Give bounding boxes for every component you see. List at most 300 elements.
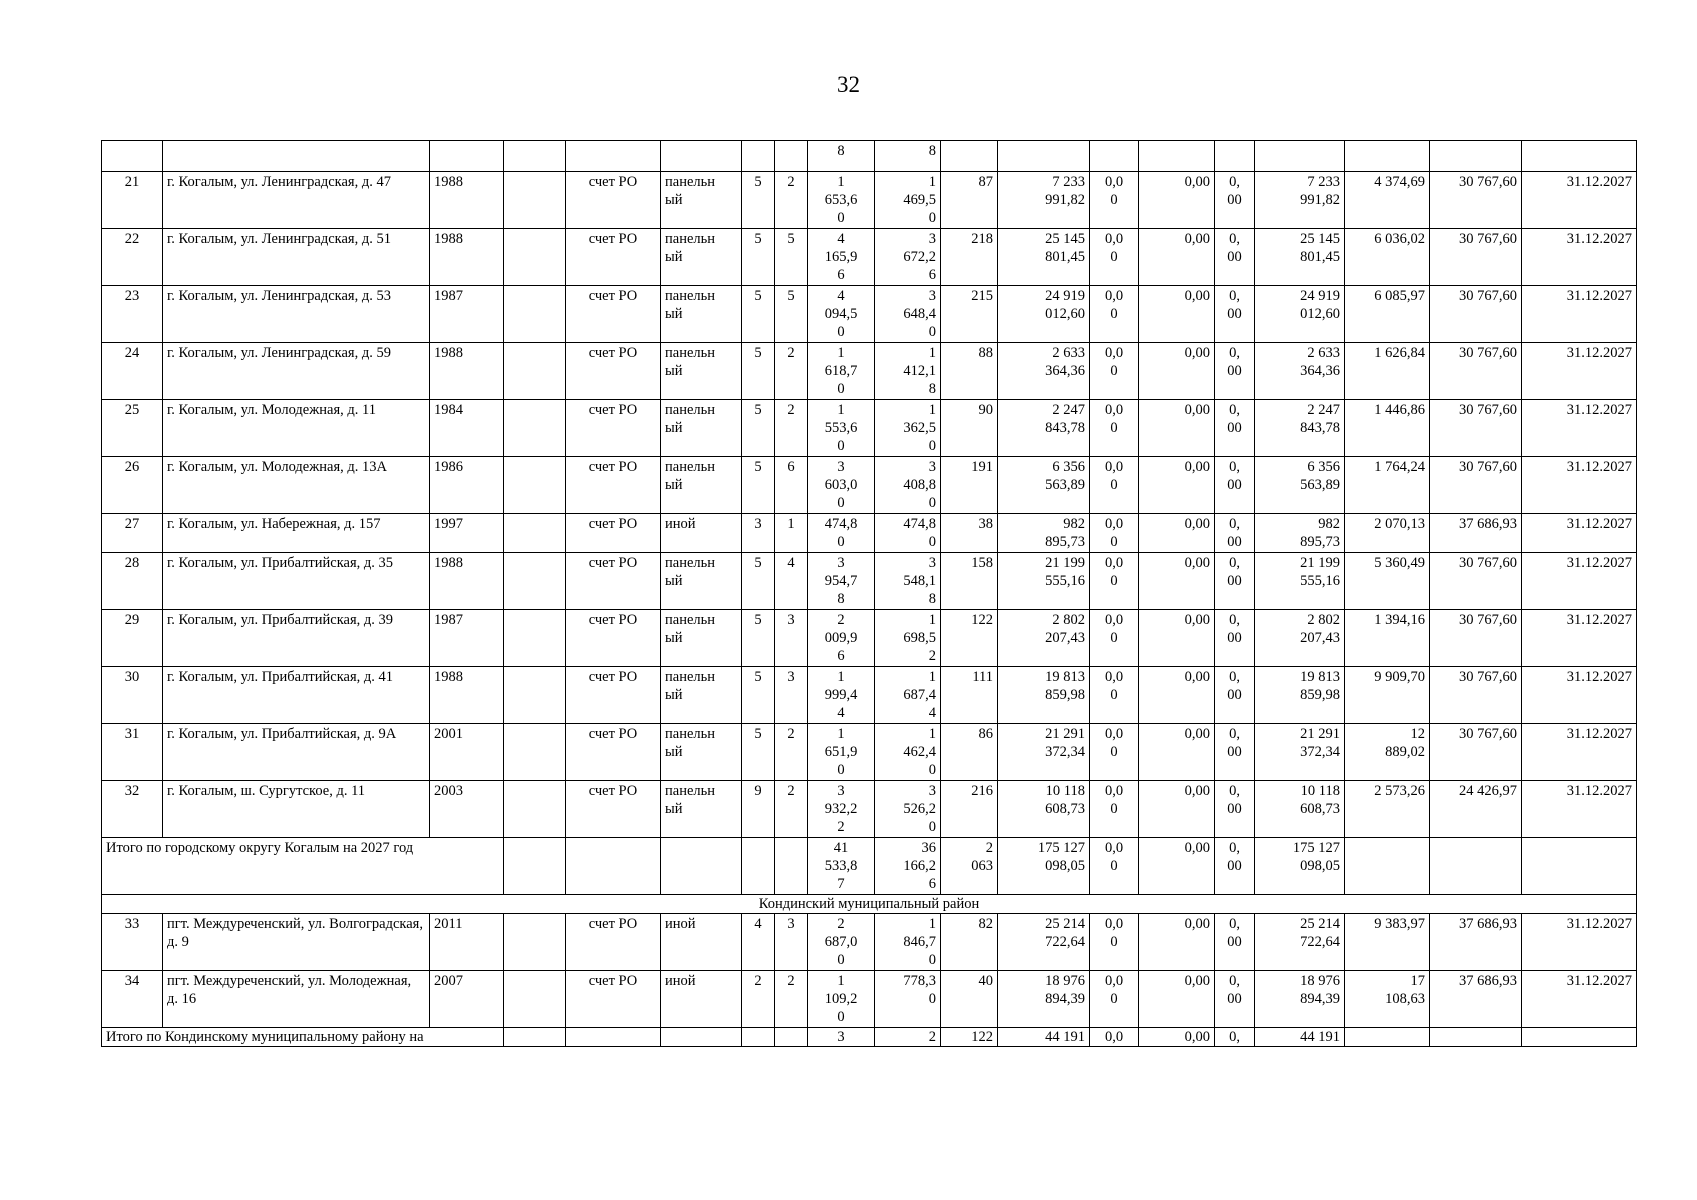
col14-cell: 0,00	[1139, 667, 1215, 724]
date-cell: 31.12.2027	[1522, 514, 1637, 553]
area-total-cell: 1 109,2 0	[808, 971, 875, 1028]
col14-cell: 0,00	[1139, 553, 1215, 610]
table-row	[102, 172, 1637, 229]
fund-cell: счет РО	[566, 724, 661, 781]
date-cell: 31.12.2027	[1522, 400, 1637, 457]
address-cell: г. Когалым, ул. Прибалтийская, д. 39	[163, 610, 430, 667]
year-cell: 2003	[430, 781, 504, 838]
col16-cell: 175 127 098,05	[1255, 838, 1345, 895]
col13-cell: 0,0 0	[1090, 781, 1139, 838]
col17-cell: 1 764,24	[1345, 457, 1430, 514]
date-cell: 31.12.2027	[1522, 971, 1637, 1028]
blank-cell	[742, 838, 775, 895]
blank-cell	[1430, 1028, 1522, 1047]
year-cell: 1987	[430, 286, 504, 343]
col13-cell: 0,0 0	[1090, 343, 1139, 400]
material-cell: панельн ый	[661, 781, 742, 838]
blank-cell	[1522, 1028, 1637, 1047]
area-living-cell: 36 166,2 6	[875, 838, 941, 895]
col18-cell: 30 767,60	[1430, 457, 1522, 514]
residents-cell: 218	[941, 229, 998, 286]
col14-cell: 0,00	[1139, 343, 1215, 400]
col18-cell	[1430, 141, 1522, 172]
residents-cell: 122	[941, 1028, 998, 1047]
address-cell: г. Когалым, ул. Молодежная, д. 13А	[163, 457, 430, 514]
entrances-cell: 2	[775, 400, 808, 457]
residents-cell: 87	[941, 172, 998, 229]
year-cell: 2011	[430, 914, 504, 971]
blank-cell	[1522, 838, 1637, 895]
blank-cell	[1345, 1028, 1430, 1047]
entrances-cell: 5	[775, 229, 808, 286]
table-row	[102, 610, 1637, 667]
col18-cell: 30 767,60	[1430, 724, 1522, 781]
col17-cell: 2 573,26	[1345, 781, 1430, 838]
address-cell: г. Когалым, ул. Набережная, д. 157	[163, 514, 430, 553]
residents-cell: 122	[941, 610, 998, 667]
area-living-cell: 3 648,4 0	[875, 286, 941, 343]
col15-cell: 0, 00	[1215, 400, 1255, 457]
area-living-cell: 474,8 0	[875, 514, 941, 553]
page-number: 32	[837, 72, 860, 97]
area-total-cell: 1 999,4 4	[808, 667, 875, 724]
blank-cell	[504, 838, 566, 895]
entrances-cell: 3	[775, 914, 808, 971]
area-total-cell: 1 651,9 0	[808, 724, 875, 781]
col17-cell: 6 036,02	[1345, 229, 1430, 286]
col16-cell: 24 919 012,60	[1255, 286, 1345, 343]
col14-cell: 0,00	[1139, 724, 1215, 781]
floors-cell: 5	[742, 229, 775, 286]
year-cell: 2007	[430, 971, 504, 1028]
table-row	[102, 229, 1637, 286]
col15-cell: 0, 00	[1215, 610, 1255, 667]
area-living-cell: 1 846,7 0	[875, 914, 941, 971]
fund-cell: счет РО	[566, 286, 661, 343]
blank-cell	[1430, 838, 1522, 895]
col17-cell: 4 374,69	[1345, 172, 1430, 229]
blank-cell	[504, 914, 566, 971]
blank-cell	[775, 838, 808, 895]
area-living-cell: 8	[875, 141, 941, 172]
residents-cell: 2 063	[941, 838, 998, 895]
area-total-cell: 1 553,6 0	[808, 400, 875, 457]
cost-cell: 6 356 563,89	[998, 457, 1090, 514]
area-total-cell: 3 932,2 2	[808, 781, 875, 838]
entrances-cell: 1	[775, 514, 808, 553]
entrances-cell: 2	[775, 724, 808, 781]
floors-cell: 5	[742, 457, 775, 514]
col17-cell: 17 108,63	[1345, 971, 1430, 1028]
total-label: Итого по городскому округу Когалым на 2027 год	[102, 838, 504, 895]
col16-cell: 18 976 894,39	[1255, 971, 1345, 1028]
col13-cell: 0,0 0	[1090, 971, 1139, 1028]
col16-cell: 19 813 859,98	[1255, 667, 1345, 724]
row-number: 21	[102, 172, 163, 229]
floors-cell: 5	[742, 724, 775, 781]
cost-cell: 21 199 555,16	[998, 553, 1090, 610]
material-cell: иной	[661, 914, 742, 971]
year-cell: 1997	[430, 514, 504, 553]
col17-cell: 9 383,97	[1345, 914, 1430, 971]
address-cell: г. Когалым, ул. Прибалтийская, д. 41	[163, 667, 430, 724]
material-cell: панельн ый	[661, 286, 742, 343]
material-cell: панельн ый	[661, 667, 742, 724]
date-cell: 31.12.2027	[1522, 724, 1637, 781]
entrances-cell: 5	[775, 286, 808, 343]
year-cell: 1988	[430, 172, 504, 229]
fund-cell: счет РО	[566, 229, 661, 286]
col17-cell	[1345, 141, 1430, 172]
residents-cell: 86	[941, 724, 998, 781]
col13-cell: 0,0 0	[1090, 610, 1139, 667]
col16-cell: 2 247 843,78	[1255, 400, 1345, 457]
row-number: 32	[102, 781, 163, 838]
residents-cell: 158	[941, 553, 998, 610]
fund-cell: счет РО	[566, 610, 661, 667]
year-cell: 1986	[430, 457, 504, 514]
col15-cell: 0, 00	[1215, 724, 1255, 781]
area-total-cell: 8	[808, 141, 875, 172]
blank-cell	[504, 971, 566, 1028]
blank-cell	[504, 1028, 566, 1047]
area-living-cell: 3 548,1 8	[875, 553, 941, 610]
area-total-cell: 1 618,7 0	[808, 343, 875, 400]
cost-cell: 982 895,73	[998, 514, 1090, 553]
address-cell: г. Когалым, ул. Ленинградская, д. 59	[163, 343, 430, 400]
date-cell: 31.12.2027	[1522, 229, 1637, 286]
fund-cell: счет РО	[566, 553, 661, 610]
residents-cell: 40	[941, 971, 998, 1028]
blank-cell	[1345, 838, 1430, 895]
cost-cell: 2 633 364,36	[998, 343, 1090, 400]
area-total-cell: 2 009,9 6	[808, 610, 875, 667]
col17-cell: 1 626,84	[1345, 343, 1430, 400]
floors-cell: 3	[742, 514, 775, 553]
blank-cell	[661, 838, 742, 895]
col16-cell: 2 633 364,36	[1255, 343, 1345, 400]
col16-cell: 6 356 563,89	[1255, 457, 1345, 514]
residents-cell: 90	[941, 400, 998, 457]
year-cell: 1984	[430, 400, 504, 457]
area-living-cell: 778,3 0	[875, 971, 941, 1028]
area-living-cell: 1 462,4 0	[875, 724, 941, 781]
date-cell: 31.12.2027	[1522, 781, 1637, 838]
col13-cell: 0,0	[1090, 1028, 1139, 1047]
blank-cell	[504, 141, 566, 172]
residents-cell	[941, 141, 998, 172]
residents-cell: 215	[941, 286, 998, 343]
cost-cell: 10 118 608,73	[998, 781, 1090, 838]
date-cell: 31.12.2027	[1522, 286, 1637, 343]
fund-cell: счет РО	[566, 971, 661, 1028]
entrances-cell	[775, 141, 808, 172]
blank-cell	[566, 1028, 661, 1047]
date-cell: 31.12.2027	[1522, 667, 1637, 724]
col18-cell: 37 686,93	[1430, 914, 1522, 971]
fund-cell: счет РО	[566, 457, 661, 514]
blank-cell	[504, 610, 566, 667]
area-living-cell: 1 469,5 0	[875, 172, 941, 229]
year-cell: 1988	[430, 229, 504, 286]
col14-cell: 0,00	[1139, 457, 1215, 514]
table-row	[102, 286, 1637, 343]
col13-cell: 0,0 0	[1090, 172, 1139, 229]
table-row	[102, 724, 1637, 781]
floors-cell: 5	[742, 553, 775, 610]
date-cell: 31.12.2027	[1522, 343, 1637, 400]
table-row	[102, 141, 1637, 172]
cost-cell: 24 919 012,60	[998, 286, 1090, 343]
col14-cell: 0,00	[1139, 914, 1215, 971]
row-number: 27	[102, 514, 163, 553]
col17-cell: 12 889,02	[1345, 724, 1430, 781]
row-number: 30	[102, 667, 163, 724]
col16-cell	[1255, 141, 1345, 172]
fund-cell: счет РО	[566, 667, 661, 724]
date-cell: 31.12.2027	[1522, 914, 1637, 971]
col14-cell: 0,00	[1139, 172, 1215, 229]
row-number: 25	[102, 400, 163, 457]
area-total-cell: 3	[808, 1028, 875, 1047]
table-row	[102, 971, 1637, 1028]
col15-cell: 0, 00	[1215, 781, 1255, 838]
col18-cell: 30 767,60	[1430, 286, 1522, 343]
col18-cell: 30 767,60	[1430, 229, 1522, 286]
address-cell: пгт. Междуреченский, ул. Волгоградская, д. 9	[163, 914, 430, 971]
col16-cell: 10 118 608,73	[1255, 781, 1345, 838]
table-row	[102, 400, 1637, 457]
floors-cell: 5	[742, 343, 775, 400]
blank-cell	[504, 553, 566, 610]
cost-cell: 25 145 801,45	[998, 229, 1090, 286]
table-row	[102, 514, 1637, 553]
address-cell: г. Когалым, ул. Прибалтийская, д. 35	[163, 553, 430, 610]
date-cell: 31.12.2027	[1522, 553, 1637, 610]
cost-cell: 175 127 098,05	[998, 838, 1090, 895]
date-cell: 31.12.2027	[1522, 457, 1637, 514]
cost-cell: 25 214 722,64	[998, 914, 1090, 971]
date-cell: 31.12.2027	[1522, 172, 1637, 229]
blank-cell	[504, 172, 566, 229]
entrances-cell: 4	[775, 553, 808, 610]
blank-cell	[504, 514, 566, 553]
area-living-cell: 1 698,5 2	[875, 610, 941, 667]
col15-cell: 0, 00	[1215, 971, 1255, 1028]
blank-cell	[504, 286, 566, 343]
blank-cell	[661, 1028, 742, 1047]
entrances-cell: 6	[775, 457, 808, 514]
residents-cell: 216	[941, 781, 998, 838]
col17-cell: 1 394,16	[1345, 610, 1430, 667]
address-cell	[163, 141, 430, 172]
fund-cell: счет РО	[566, 781, 661, 838]
year-cell: 1987	[430, 610, 504, 667]
material-cell: панельн ый	[661, 400, 742, 457]
col18-cell: 37 686,93	[1430, 514, 1522, 553]
floors-cell: 5	[742, 610, 775, 667]
col16-cell: 982 895,73	[1255, 514, 1345, 553]
col13-cell	[1090, 141, 1139, 172]
col16-cell: 25 145 801,45	[1255, 229, 1345, 286]
section-row	[102, 895, 1637, 914]
row-number: 33	[102, 914, 163, 971]
total-row	[102, 1028, 1637, 1047]
year-cell: 1988	[430, 553, 504, 610]
col14-cell: 0,00	[1139, 971, 1215, 1028]
col18-cell: 30 767,60	[1430, 172, 1522, 229]
col18-cell: 24 426,97	[1430, 781, 1522, 838]
row-number: 22	[102, 229, 163, 286]
section-title: Кондинский муниципальный район	[102, 895, 1637, 914]
blank-cell	[566, 838, 661, 895]
col14-cell: 0,00	[1139, 781, 1215, 838]
floors-cell: 5	[742, 172, 775, 229]
col14-cell: 0,00	[1139, 286, 1215, 343]
housing-repair-table	[101, 140, 1637, 1047]
cost-cell: 7 233 991,82	[998, 172, 1090, 229]
blank-cell	[504, 667, 566, 724]
year-cell: 1988	[430, 667, 504, 724]
blank-cell	[504, 457, 566, 514]
table-row	[102, 457, 1637, 514]
floors-cell: 2	[742, 971, 775, 1028]
fund-cell: счет РО	[566, 343, 661, 400]
col16-cell: 2 802 207,43	[1255, 610, 1345, 667]
col15-cell: 0, 00	[1215, 457, 1255, 514]
col15-cell: 0, 00	[1215, 229, 1255, 286]
col14-cell	[1139, 141, 1215, 172]
col14-cell: 0,00	[1139, 610, 1215, 667]
row-number: 28	[102, 553, 163, 610]
col15-cell: 0, 00	[1215, 343, 1255, 400]
row-number: 31	[102, 724, 163, 781]
cost-cell: 2 247 843,78	[998, 400, 1090, 457]
floors-cell: 5	[742, 286, 775, 343]
col18-cell: 30 767,60	[1430, 667, 1522, 724]
year-cell: 2001	[430, 724, 504, 781]
col18-cell: 30 767,60	[1430, 343, 1522, 400]
cost-cell: 2 802 207,43	[998, 610, 1090, 667]
residents-cell: 82	[941, 914, 998, 971]
floors-cell: 9	[742, 781, 775, 838]
date-cell: 31.12.2027	[1522, 610, 1637, 667]
col18-cell: 30 767,60	[1430, 400, 1522, 457]
col16-cell: 7 233 991,82	[1255, 172, 1345, 229]
col13-cell: 0,0 0	[1090, 400, 1139, 457]
address-cell: г. Когалым, ул. Ленинградская, д. 51	[163, 229, 430, 286]
blank-cell	[504, 724, 566, 781]
entrances-cell: 3	[775, 667, 808, 724]
area-total-cell: 3 603,0 0	[808, 457, 875, 514]
col15-cell: 0, 00	[1215, 667, 1255, 724]
material-cell: иной	[661, 514, 742, 553]
area-total-cell: 474,8 0	[808, 514, 875, 553]
table-row	[102, 343, 1637, 400]
floors-cell: 5	[742, 667, 775, 724]
col15-cell: 0, 00	[1215, 553, 1255, 610]
col13-cell: 0,0 0	[1090, 724, 1139, 781]
cost-cell: 18 976 894,39	[998, 971, 1090, 1028]
area-living-cell: 1 412,1 8	[875, 343, 941, 400]
fund-cell: счет РО	[566, 514, 661, 553]
fund-cell: счет РО	[566, 400, 661, 457]
material-cell: панельн ый	[661, 724, 742, 781]
col16-cell: 21 291 372,34	[1255, 724, 1345, 781]
residents-cell: 38	[941, 514, 998, 553]
total-row	[102, 838, 1637, 895]
col16-cell: 25 214 722,64	[1255, 914, 1345, 971]
row-number: 23	[102, 286, 163, 343]
material-cell: иной	[661, 971, 742, 1028]
blank-cell	[775, 1028, 808, 1047]
area-total-cell: 4 165,9 6	[808, 229, 875, 286]
col15-cell: 0, 00	[1215, 838, 1255, 895]
blank-cell	[742, 1028, 775, 1047]
blank-cell	[504, 229, 566, 286]
area-living-cell: 1 362,5 0	[875, 400, 941, 457]
row-number: 29	[102, 610, 163, 667]
table-row	[102, 553, 1637, 610]
area-total-cell: 2 687,0 0	[808, 914, 875, 971]
material-cell: панельн ый	[661, 457, 742, 514]
col15-cell: 0, 00	[1215, 172, 1255, 229]
table-row	[102, 667, 1637, 724]
area-total-cell: 3 954,7 8	[808, 553, 875, 610]
col17-cell: 5 360,49	[1345, 553, 1430, 610]
col13-cell: 0,0 0	[1090, 914, 1139, 971]
address-cell: пгт. Междуреченский, ул. Молодежная, д. 16	[163, 971, 430, 1028]
col16-cell: 44 191	[1255, 1028, 1345, 1047]
address-cell: г. Когалым, ш. Сургутское, д. 11	[163, 781, 430, 838]
cost-cell	[998, 141, 1090, 172]
col17-cell: 6 085,97	[1345, 286, 1430, 343]
table-row	[102, 781, 1637, 838]
address-cell: г. Когалым, ул. Прибалтийская, д. 9А	[163, 724, 430, 781]
area-total-cell: 4 094,5 0	[808, 286, 875, 343]
col13-cell: 0,0 0	[1090, 667, 1139, 724]
material-cell	[661, 141, 742, 172]
cost-cell: 19 813 859,98	[998, 667, 1090, 724]
residents-cell: 111	[941, 667, 998, 724]
entrances-cell: 3	[775, 610, 808, 667]
floors-cell	[742, 141, 775, 172]
entrances-cell: 2	[775, 172, 808, 229]
col15-cell: 0, 00	[1215, 914, 1255, 971]
row-number: 26	[102, 457, 163, 514]
col17-cell: 1 446,86	[1345, 400, 1430, 457]
row-number: 24	[102, 343, 163, 400]
area-total-cell: 1 653,6 0	[808, 172, 875, 229]
col13-cell: 0,0 0	[1090, 838, 1139, 895]
col13-cell: 0,0 0	[1090, 553, 1139, 610]
col18-cell: 37 686,93	[1430, 971, 1522, 1028]
col15-cell: 0, 00	[1215, 514, 1255, 553]
col14-cell: 0,00	[1139, 514, 1215, 553]
cost-cell: 21 291 372,34	[998, 724, 1090, 781]
area-total-cell: 41 533,8 7	[808, 838, 875, 895]
blank-cell	[504, 343, 566, 400]
area-living-cell: 3 672,2 6	[875, 229, 941, 286]
date-cell	[1522, 141, 1637, 172]
residents-cell: 88	[941, 343, 998, 400]
material-cell: панельн ый	[661, 553, 742, 610]
material-cell: панельн ый	[661, 229, 742, 286]
area-living-cell: 3 408,8 0	[875, 457, 941, 514]
entrances-cell: 2	[775, 343, 808, 400]
entrances-cell: 2	[775, 971, 808, 1028]
col14-cell: 0,00	[1139, 1028, 1215, 1047]
